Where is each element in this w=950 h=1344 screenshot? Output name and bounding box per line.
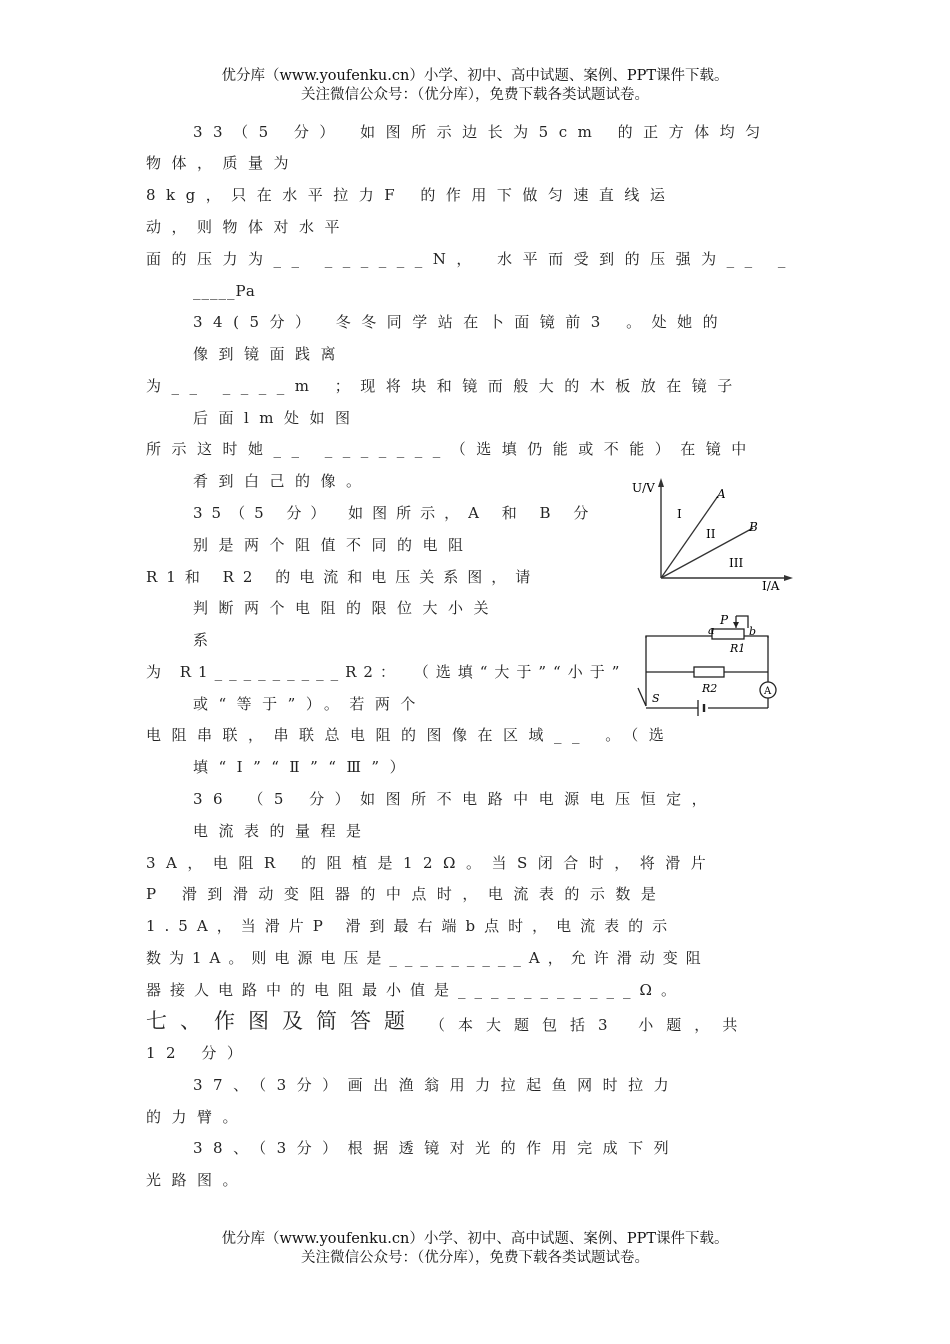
- ui-graph-figure: [628, 476, 798, 596]
- q35-line-4: 判断两个电阻的限位大小关: [193, 599, 500, 617]
- graph-y-label: U/V: [632, 481, 655, 495]
- circuit-label-ammeter: A: [764, 686, 772, 697]
- graph-region-1: I: [677, 507, 682, 521]
- header-line-2: 关注微信公众号：（优分库），免费下载各类试题试卷。: [301, 87, 649, 103]
- circuit-label-s: S: [652, 692, 660, 705]
- q35-line-9: 填“Ⅰ”“Ⅱ”“Ⅲ”）: [193, 758, 416, 776]
- section-7-note-2: 12 分）: [146, 1044, 253, 1062]
- circuit-switch-blade: [638, 688, 646, 706]
- q36-line-2: 电流表的量程是: [193, 822, 372, 840]
- q34-line-6: 肴到白己的像。: [193, 472, 372, 490]
- footer-line-1: 优分库（www.youfenku.cn）小学、初中、高中试题、案例、PPT课件下载。: [221, 1231, 729, 1247]
- circuit-label-p: P: [720, 613, 729, 627]
- q34-line-5: 所示这时她__ _______（选填仍能或不能）在镜中: [146, 440, 757, 458]
- q36-line-6: 数为1A。则电源电压是_________A，允许滑动变阻: [146, 949, 709, 967]
- graph-x-arrow: [784, 575, 793, 581]
- q33-line-2: 物体，质量为: [146, 154, 300, 172]
- circuit-label-a: a: [708, 624, 715, 637]
- graph-label-b: B: [749, 520, 758, 534]
- q35-line-1: 35（5 分） 如图所示，A 和 B 分: [193, 504, 598, 522]
- q35-line-2: 别是两个阻值不同的电阻: [193, 536, 474, 554]
- q36-line-1: 36 （5 分）如图所不电路中电源电压恒定，: [193, 790, 718, 808]
- q36-line-4: P 滑到滑动变阻器的中点时，电流表的示数是: [146, 885, 667, 903]
- circuit-figure: [628, 608, 788, 720]
- circuit-label-r2: R2: [702, 682, 718, 695]
- q33-line-3: 8kg，只在水平拉力F 的作用下做匀速直线运: [146, 186, 676, 204]
- q33-line-5: 面的压力为__ ______N， 水平而受到的压强为__ _: [146, 250, 796, 268]
- q36-line-7: 器接人电路中的电阻最小值是___________Ω。: [146, 981, 685, 999]
- graph-y-arrow: [658, 478, 664, 487]
- q35-line-6: 为 R1_________R2： （选填“大于”“小于”: [146, 663, 627, 681]
- circuit-r1-resistor: [712, 629, 744, 639]
- graph-label-a: A: [717, 487, 726, 501]
- q37-line-1: 37、（3分）画出渔翁用力拉起鱼网时拉力: [193, 1076, 680, 1094]
- circuit-label-r1: R1: [730, 642, 746, 655]
- circuit-slider-arrow: [733, 622, 739, 628]
- q34-line-2: 像到镜面践离: [193, 345, 347, 363]
- q34-line-1: 34(5分） 冬冬同学站在卜面镜前3 。处她的: [193, 313, 729, 331]
- graph-region-3: III: [729, 556, 744, 570]
- graph-x-label: I/A: [762, 579, 780, 593]
- circuit-r2-resistor: [694, 667, 724, 677]
- q35-line-8: 电阻串联，串联总电阻的图像在区域__ 。（选: [146, 726, 675, 744]
- q38-line-2: 光路图。: [146, 1171, 249, 1189]
- q35-line-5: 系: [193, 631, 219, 649]
- header-line-1: 优分库（www.youfenku.cn）小学、初中、高中试题、案例、PPT课件下载。: [221, 68, 729, 84]
- q36-line-5: 1.5A，当滑片P 滑到最右端b点时，电流表的示: [146, 917, 677, 935]
- graph-region-2: II: [706, 527, 716, 541]
- q38-line-1: 38、（3分）根据透镜对光的作用完成下列: [193, 1139, 680, 1157]
- section-7-note: （本大题包括3 小题，共: [430, 1016, 751, 1034]
- circuit-label-b: b: [749, 625, 757, 638]
- q36-line-3: 3A，电阻R 的阻植是12Ω。当S闭合时，将滑片: [146, 854, 717, 872]
- footer-line-2: 关注微信公众号：（优分库），免费下载各类试题试卷。: [301, 1250, 649, 1266]
- q35-line-7: 或“等于”）。若两个: [193, 695, 426, 713]
- q34-line-4: 后面lm处如图: [193, 409, 361, 427]
- q33-line-1: 33（5 分） 如图所示边长为5cm 的正方体均匀: [193, 123, 771, 141]
- q37-line-2: 的力臂。: [146, 1108, 249, 1126]
- q33-line-4: 动，则物体对水平: [146, 218, 351, 236]
- q33-line-6: _____Pa: [193, 282, 256, 300]
- section-7-title: 七、作图及简答题: [146, 1009, 418, 1033]
- q35-line-3: R1和 R2 的电流和电压关系图，请: [146, 568, 540, 586]
- q34-line-3: 为__ ____m ；现将块和镜而般大的木板放在镜子: [146, 377, 743, 395]
